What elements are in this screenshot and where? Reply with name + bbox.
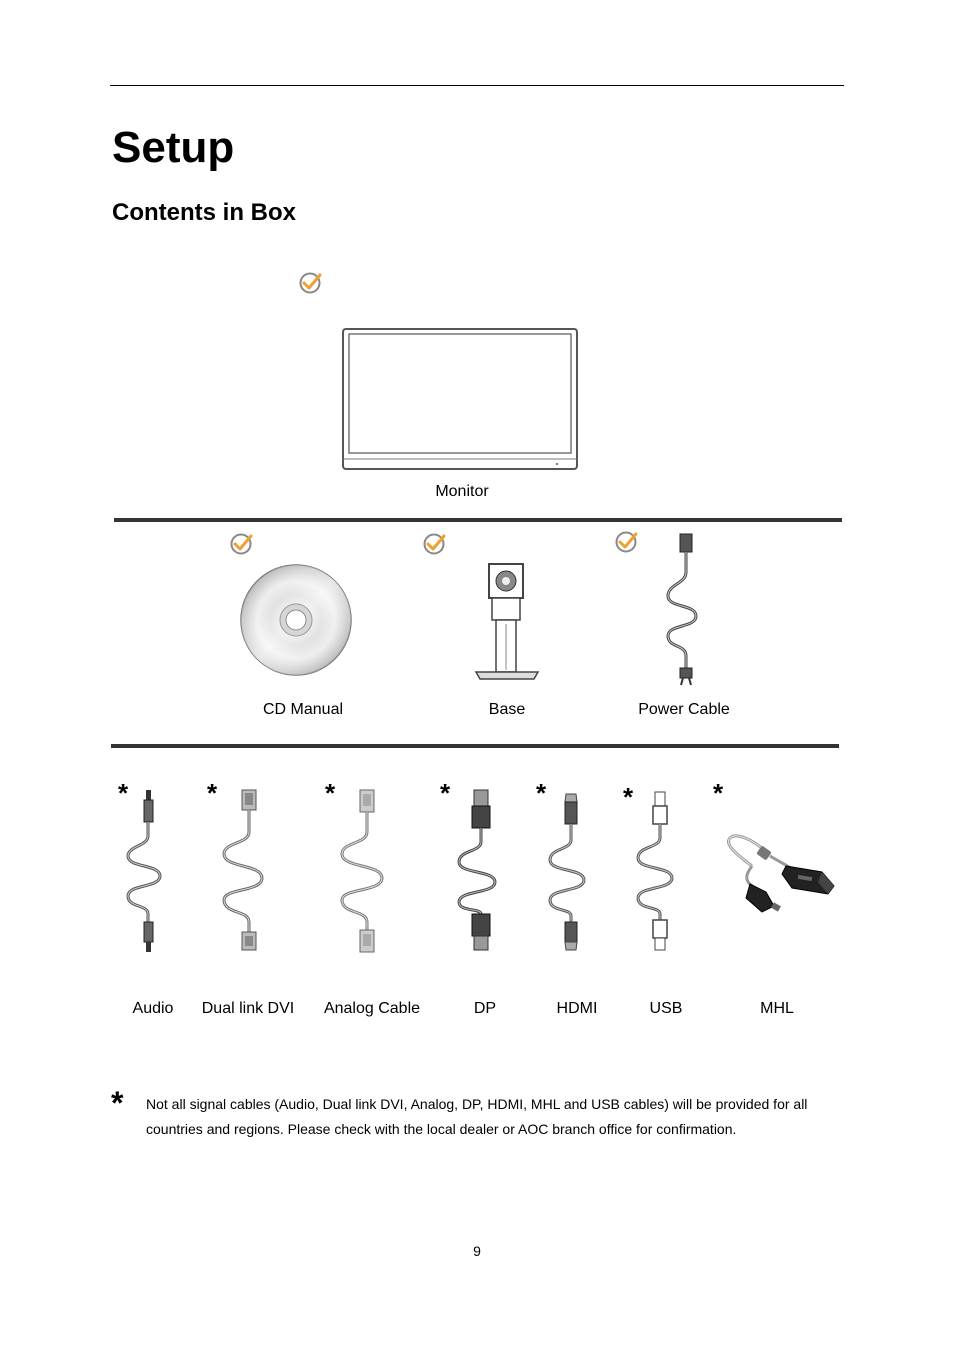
cable-label-analog: Analog Cable — [323, 1000, 421, 1017]
asterisk-marker: * — [325, 778, 336, 808]
cable-label-mhl: MHL — [760, 1000, 794, 1017]
asterisk-marker: * — [623, 782, 634, 812]
cable-label-dp: DP — [473, 1000, 497, 1017]
check-icon — [422, 532, 446, 556]
usb-cable-illustration — [634, 790, 678, 954]
monitor-illustration — [342, 328, 578, 472]
footnote-asterisk: * — [111, 1085, 124, 1121]
item-label-power-cable: Power Cable — [638, 701, 730, 718]
item-label-cd-manual: CD Manual — [262, 701, 344, 718]
footnote-text: Not all signal cables (Audio, Dual link DVI, Analog, DP, HDMI, MHL and USB cables) will be provided for all countries and regions. Please check with the local dealer or AOC branch office for confirmation. — [146, 1096, 808, 1137]
cd-disc-illustration — [239, 563, 353, 677]
cable-label-usb: USB — [649, 1000, 683, 1017]
dvi-cable-illustration — [218, 788, 268, 954]
dp-cable-illustration — [455, 788, 501, 954]
page-number: 9 — [473, 1243, 481, 1259]
cable-label-hdmi: HDMI — [556, 1000, 598, 1017]
base-stand-illustration — [472, 562, 542, 682]
cable-label-audio: Audio — [132, 1000, 174, 1017]
audio-cable-illustration — [122, 788, 166, 954]
asterisk-marker: * — [536, 778, 547, 808]
vga-cable-illustration — [336, 788, 390, 954]
section-divider — [111, 744, 839, 748]
cable-label-dual-link-dvi: Dual link DVI — [201, 1000, 295, 1017]
check-icon — [229, 532, 253, 556]
section-title: Contents in Box — [112, 199, 296, 226]
check-icon — [614, 530, 638, 554]
asterisk-marker: * — [118, 778, 129, 808]
item-label-monitor: Monitor — [435, 483, 489, 500]
section-divider — [114, 518, 842, 522]
page-title: Setup — [112, 123, 235, 172]
power-cable-illustration — [656, 532, 708, 688]
hdmi-cable-illustration — [546, 792, 590, 952]
asterisk-marker: * — [440, 778, 451, 808]
asterisk-marker: * — [713, 778, 724, 808]
check-icon — [298, 271, 322, 295]
top-rule — [110, 85, 844, 86]
item-label-base: Base — [488, 701, 526, 718]
asterisk-marker: * — [207, 778, 218, 808]
mhl-cable-illustration — [722, 832, 838, 916]
